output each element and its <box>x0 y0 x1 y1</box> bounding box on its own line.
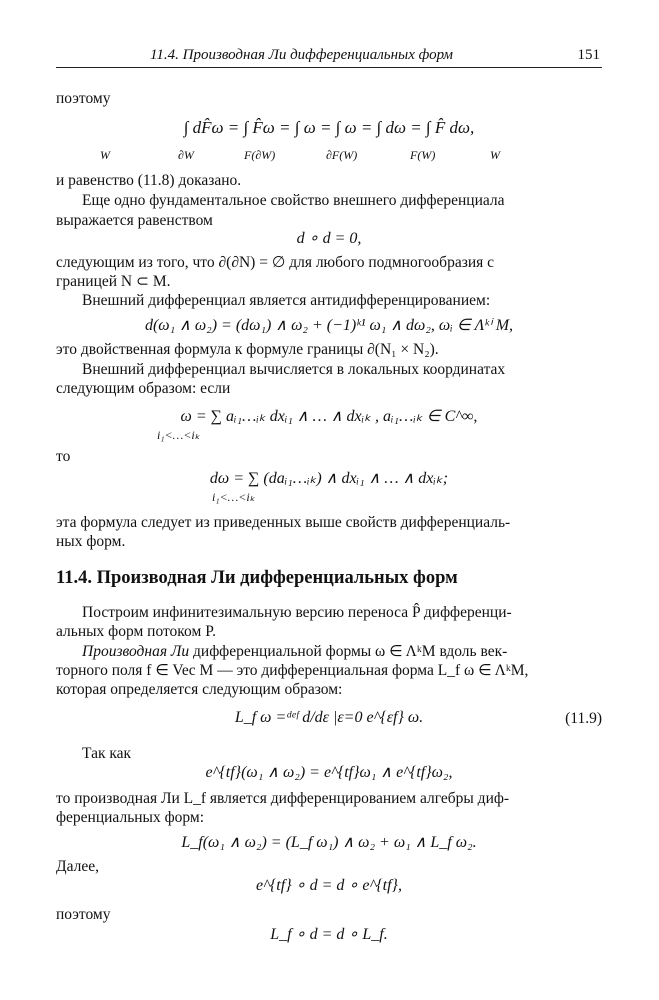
text-line: ных форм. <box>56 533 126 550</box>
text-line: Так как <box>82 745 132 762</box>
integral-limit: ∂W <box>178 148 194 162</box>
text-line: Еще одно фундаментальное свойство внешнего дифференциала <box>82 192 505 209</box>
page-number: 151 <box>577 47 600 63</box>
text-line: поэтому <box>56 90 111 107</box>
integral-limit: ∂F(W) <box>326 148 358 162</box>
equation-domega-local: dω = ∑ (daᵢ₁…ᵢₖ) ∧ dxᵢ₁ ∧ … ∧ dxᵢₖ; <box>209 470 449 487</box>
sum-limit: i₁<…<iₖ <box>212 490 255 504</box>
text-line: эта формула следует из приведенных выше свойств дифференциаль- <box>56 514 511 531</box>
text-line: Далее, <box>56 858 99 875</box>
text-span: дифференциальной формы ω ∈ ΛᵏM вдоль век- <box>189 643 508 660</box>
term-lie-derivative: Производная Ли <box>82 643 190 660</box>
equation-lie-derivative-def: L_f ω =ᵈᵉᶠ d/dε |ε=0 e^{εf} ω. <box>234 709 424 726</box>
text-line: это двойственная формула к формуле границы ∂(N₁ × N₂). <box>56 341 439 358</box>
text-line: которая определяется следующим образом: <box>56 681 343 698</box>
text-line: альных форм потоком P. <box>56 623 216 640</box>
integral-limit: F(W) <box>410 148 436 162</box>
text-line: следующим образом: если <box>56 380 231 397</box>
text-line: границей N ⊂ M. <box>56 273 171 290</box>
text-line: Внешний дифференциал является антидифференцированием: <box>82 292 491 309</box>
equation-flow-commutes: e^{tf} ∘ d = d ∘ e^{tf}, <box>256 877 402 894</box>
equation-dd-zero: d ∘ d = 0, <box>296 230 362 247</box>
running-header <box>56 45 602 68</box>
text-line: то <box>56 448 71 465</box>
text-line: ференциальных форм: <box>56 809 205 826</box>
text-line: и равенство (11.8) доказано. <box>56 172 242 189</box>
text-line: Внешний дифференциал вычисляется в локальных координатах <box>82 361 506 378</box>
equation-lie-derivation: L_f(ω₁ ∧ ω₂) = (L_f ω₁) ∧ ω₂ + ω₁ ∧ L_f ω₂. <box>181 834 477 851</box>
text-line: поэтому <box>56 906 111 923</box>
sum-limit: i₁<…<iₖ <box>157 428 200 442</box>
integral-limit: F(∂W) <box>244 148 276 162</box>
text-line: следующим из того, что ∂(∂N) = ∅ для любого подмногообразия с <box>56 254 494 271</box>
text-line: Построим инфинитезимальную версию переноса P̂ дифференци- <box>82 604 512 621</box>
equation-lie-commutes: L_f ∘ d = d ∘ L_f. <box>270 926 388 943</box>
equation-omega-local: ω = ∑ aᵢ₁…ᵢₖ dxᵢ₁ ∧ … ∧ dxᵢₖ , aᵢ₁…ᵢₖ ∈ C^∞, <box>180 408 478 425</box>
text-line: торного поля f ∈ Vec M — это дифференциальная форма L_f ω ∈ ΛᵏM, <box>56 662 529 679</box>
integral-limit: W <box>490 148 500 162</box>
equation-integrals: ∫ dF̂ω = ∫ F̂ω = ∫ ω = ∫ ω = ∫ dω = ∫ F̂ dω, <box>183 118 475 137</box>
equation-number: (11.9) <box>565 710 602 727</box>
equation-antiderivation: d(ω₁ ∧ ω₂) = (dω₁) ∧ ω₂ + (−1)ᵏ¹ ω₁ ∧ dω₂, ωᵢ ∈ Λᵏⁱ M, <box>144 317 514 334</box>
text-line: то производная Ли L_f является дифференцированием алгебры диф- <box>56 790 510 807</box>
equation-flow-wedge: e^{tf}(ω₁ ∧ ω₂) = e^{tf}ω₁ ∧ e^{tf}ω₂, <box>205 764 453 781</box>
section-heading: 11.4. Производная Ли дифференциальных форм <box>56 568 458 588</box>
header-title: 11.4. Производная Ли дифференциальных форм <box>150 47 453 63</box>
text-line-definition <box>82 642 602 662</box>
text-line: выражается равенством <box>56 212 213 229</box>
integral-limit: W <box>100 148 110 162</box>
